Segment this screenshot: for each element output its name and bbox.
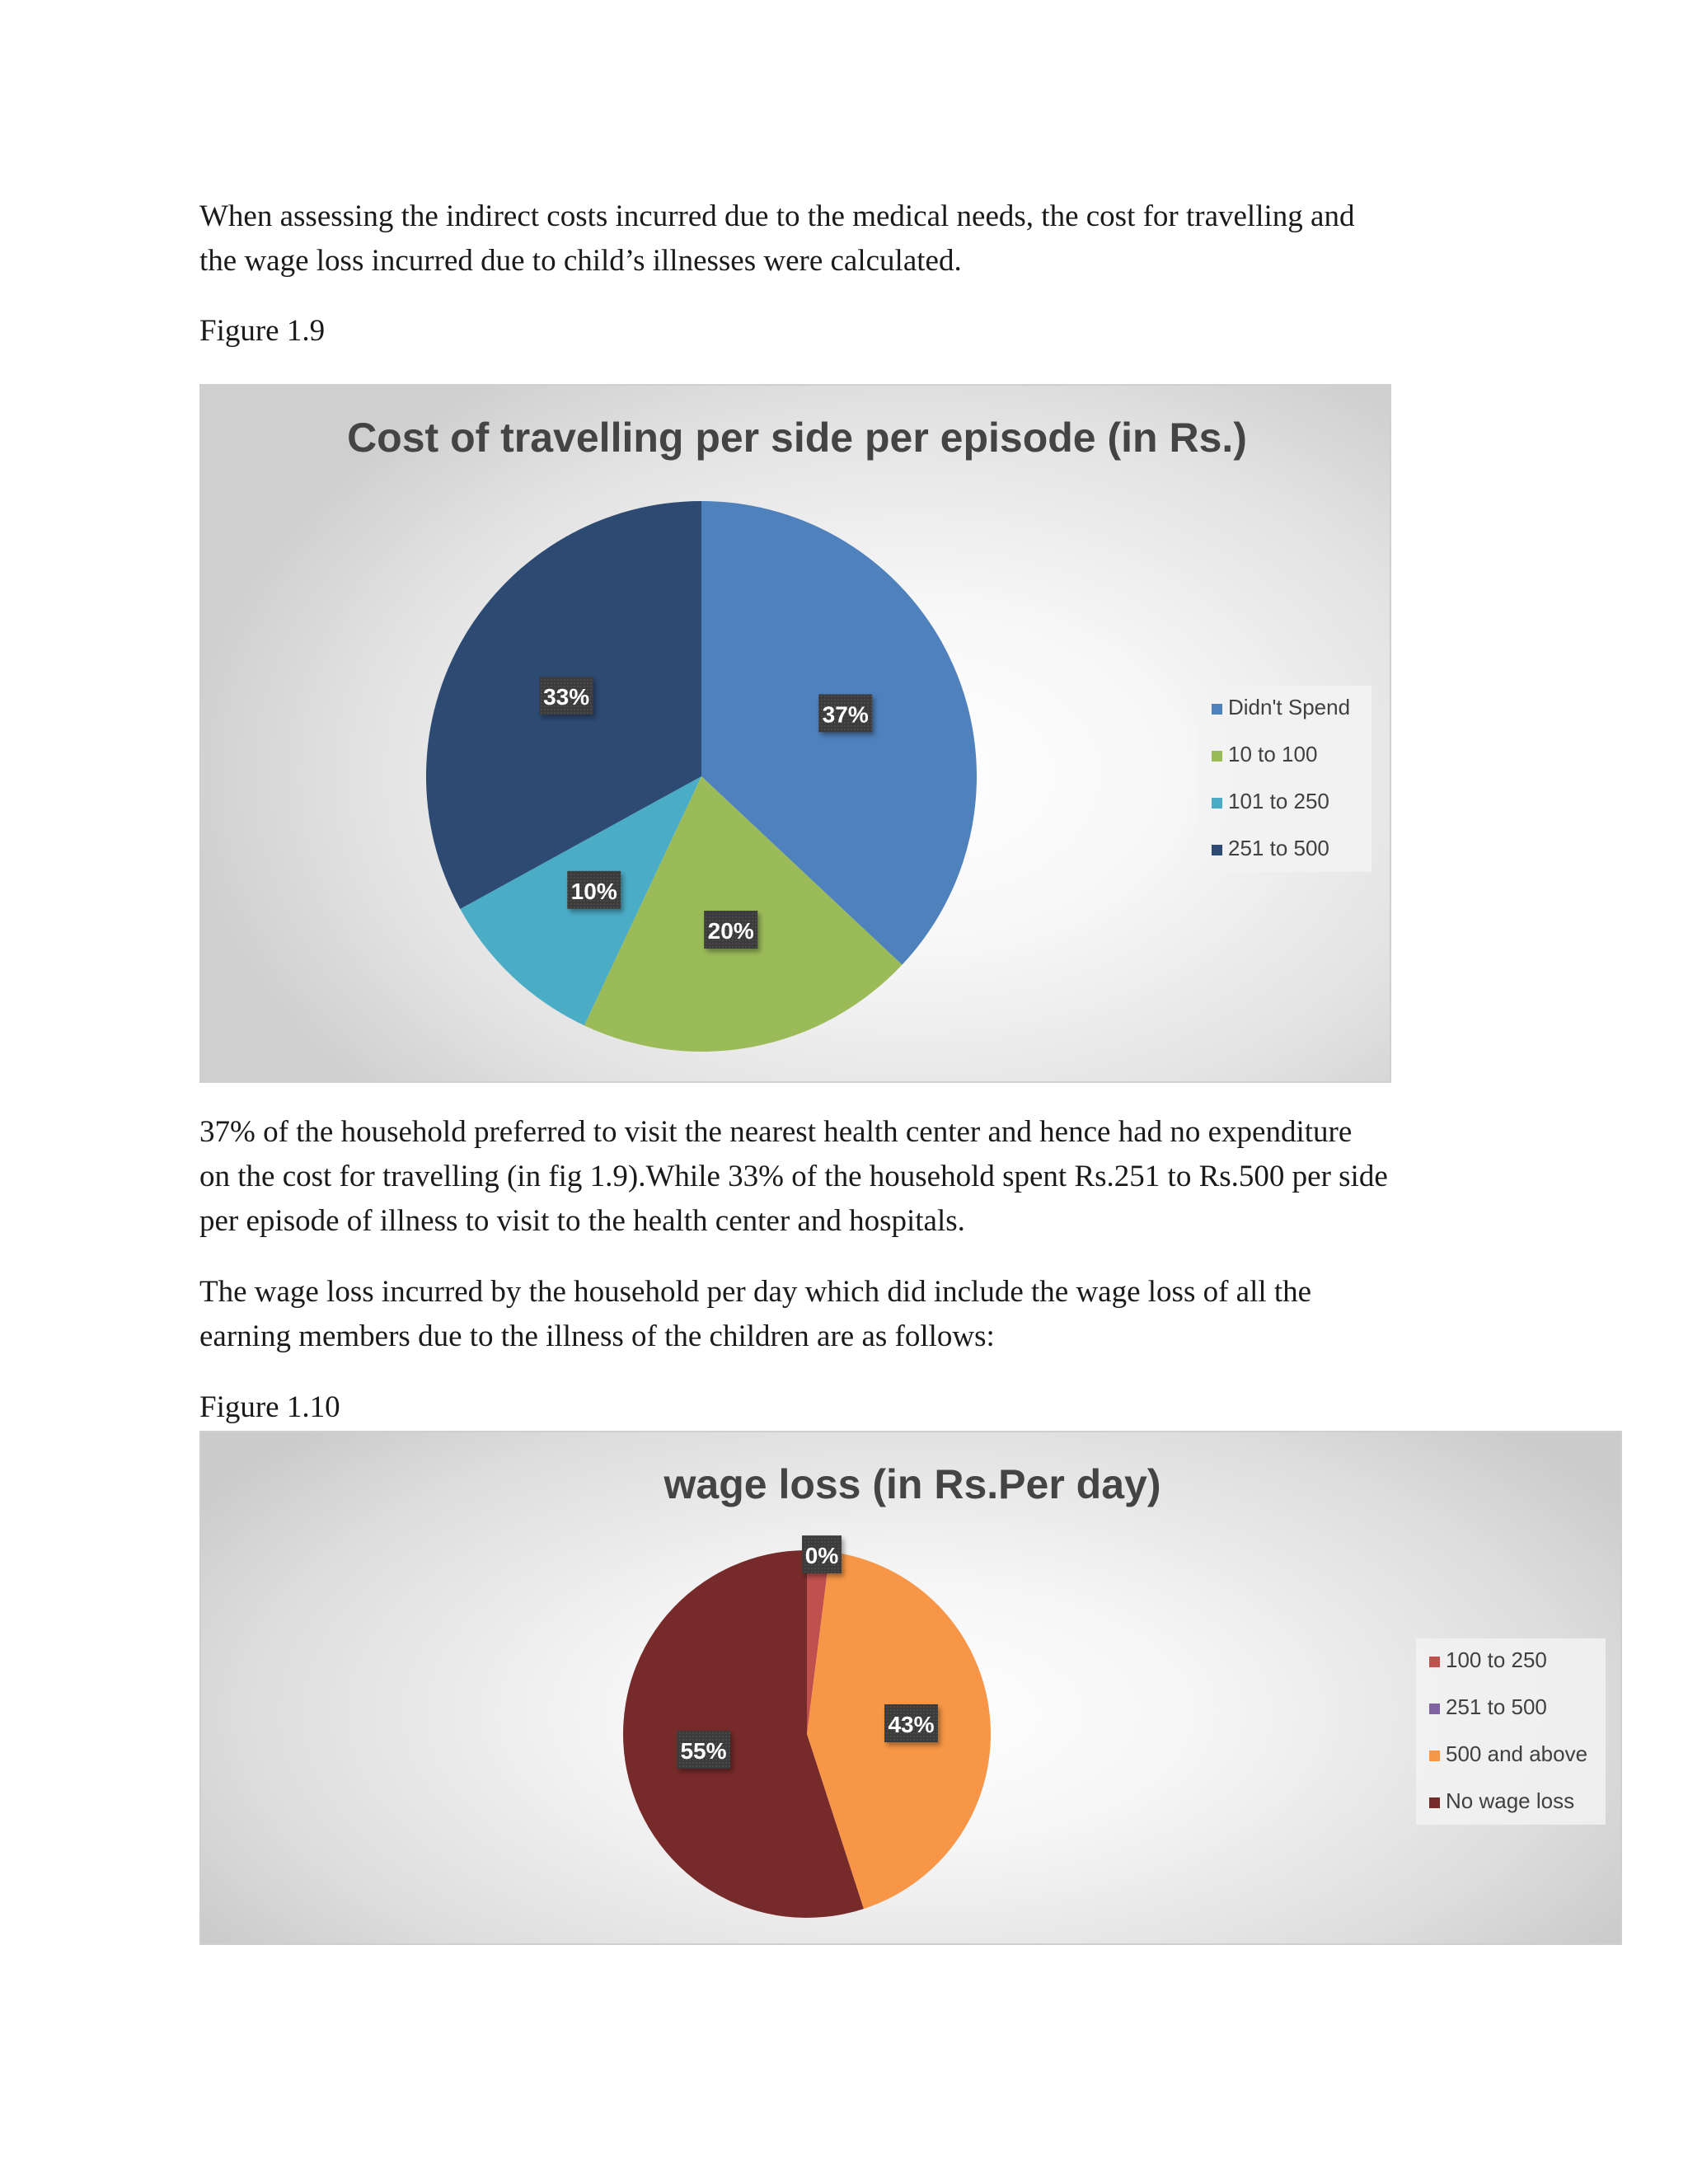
wage-loss-paragraph xyxy=(199,1270,1518,1359)
svg-text:43%: 43% xyxy=(888,1712,935,1737)
chart-travel-cost xyxy=(199,384,1391,1083)
chart-travel-cost-svg xyxy=(201,386,1391,1083)
figure-2-label: Figure 1.10 xyxy=(199,1390,340,1424)
svg-text:251 to 500: 251 to 500 xyxy=(1446,1694,1547,1719)
travel-legend-item-10-to-100 xyxy=(1212,742,1317,766)
travel-legend-item-101-to-250 xyxy=(1212,789,1329,813)
wage-data-label-500-and-above xyxy=(884,1704,938,1742)
chart-wage-loss-svg xyxy=(201,1432,1622,1945)
travel-chart-title: Cost of travelling per side per episode (in Rs.) xyxy=(347,415,1247,461)
wage-chart-title: wage loss (in Rs.Per day) xyxy=(663,1461,1161,1507)
svg-text:10 to 100: 10 to 100 xyxy=(1228,742,1318,766)
travel-legend-item-251-to-500 xyxy=(1212,836,1329,860)
travel-summary-paragraph xyxy=(199,1110,1518,1244)
travel-data-label-101-to-250 xyxy=(567,871,621,909)
wage-legend-item-251-to-500 xyxy=(1429,1694,1547,1719)
travel-legend xyxy=(1198,686,1372,872)
travel-data-label-251-to-500 xyxy=(540,677,593,715)
wage-legend-item-500-and-above xyxy=(1429,1741,1587,1766)
svg-text:100 to 250: 100 to 250 xyxy=(1446,1647,1547,1672)
travel-legend-item-didn-t-spend xyxy=(1212,695,1350,719)
intro-paragraph xyxy=(199,194,1518,284)
figure-1-label: Figure 1.9 xyxy=(199,314,326,348)
travel-summary-line-2: on the cost for travelling (in fig 1.9).While 33% of the household spent Rs.251 to Rs.500 per side xyxy=(199,1160,1388,1193)
wage-data-label-100-to-250 xyxy=(802,1535,842,1573)
wage-legend xyxy=(1416,1638,1606,1825)
svg-text:No wage loss: No wage loss xyxy=(1446,1788,1575,1813)
svg-text:0%: 0% xyxy=(804,1543,839,1569)
svg-text:20%: 20% xyxy=(707,918,754,944)
wage-data-label-no-wage-loss xyxy=(677,1731,730,1769)
svg-text:251 to 500: 251 to 500 xyxy=(1228,836,1329,860)
wage-loss-line-2: earning members due to the illness of the children are as follows: xyxy=(199,1319,995,1353)
intro-line-1: When assessing the indirect costs incurred due to the medical needs, the cost for travelling and xyxy=(199,199,1355,233)
svg-text:10%: 10% xyxy=(570,878,617,904)
svg-text:33%: 33% xyxy=(543,684,590,710)
chart-wage-loss xyxy=(199,1431,1622,1945)
svg-text:Didn't Spend: Didn't Spend xyxy=(1228,695,1351,719)
svg-text:500 and above: 500 and above xyxy=(1446,1741,1588,1766)
wage-loss-line-1: The wage loss incurred by the household per day which did include the wage loss of all the xyxy=(199,1275,1312,1309)
svg-text:55%: 55% xyxy=(680,1737,727,1764)
wage-legend-item-no-wage-loss xyxy=(1429,1788,1574,1813)
wage-legend-item-100-to-250 xyxy=(1429,1647,1547,1672)
travel-data-label-didn-t-spend xyxy=(818,694,872,732)
travel-summary-line-3: per episode of illness to visit to the health center and hospitals. xyxy=(199,1204,965,1238)
travel-data-label-10-to-100 xyxy=(704,911,757,949)
intro-line-2: the wage loss incurred due to child’s illnesses were calculated. xyxy=(199,244,962,278)
svg-text:37%: 37% xyxy=(822,701,869,728)
svg-text:101 to 250: 101 to 250 xyxy=(1228,789,1329,813)
travel-summary-line-1: 37% of the household preferred to visit the nearest health center and hence had no expenditure xyxy=(199,1115,1353,1149)
